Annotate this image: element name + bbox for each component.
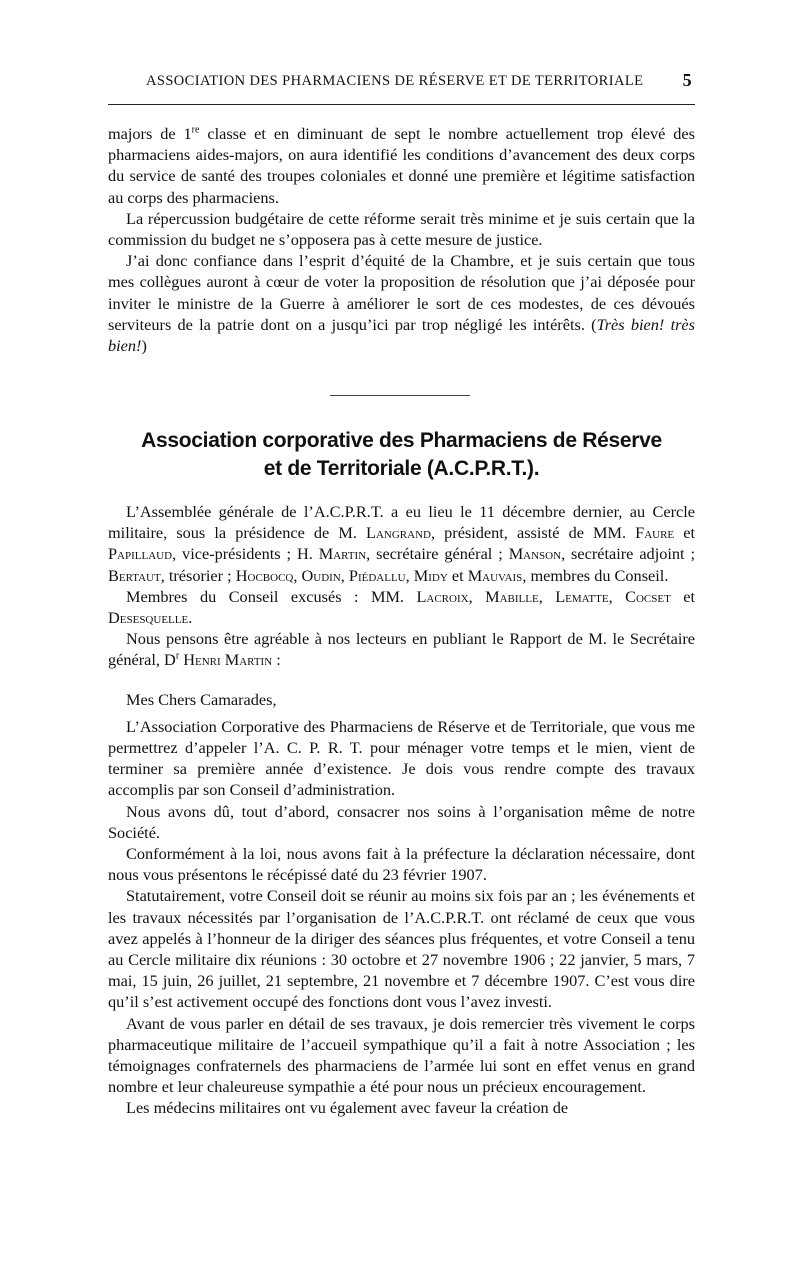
section-body [108,501,695,1119]
text-run: , secrétaire général ; [366,544,509,564]
person-name: Bertaut [108,565,161,585]
salutation: Mes Chers Camarades, [126,689,277,709]
text-run: , [538,586,556,606]
text-run: et [674,523,695,543]
text-run: , [608,586,626,606]
section-title [108,427,695,483]
paragraph [108,586,695,628]
person-name: Henri Martin [183,650,273,670]
continued-speech [108,123,695,356]
paragraph: La répercussion budgétaire de cette réforme serait très minime et je suis certain que la commission du budget ne s’opposera pas à cette mesure de justice. [108,208,695,250]
text-run: , vice-présidents ; H. [172,544,319,564]
paragraph: L’Association Corporative des Pharmaciens de Réserve et de Territoriale, que vous me permettrez d’appeler l’A. C. P. R. T. pour ménager votre temps et le mien, vient de terminer sa première année d’existence. Je dois vous rendre compte des travaux accomplis par son Conseil d’administration. [108,716,695,800]
text-run: . [188,608,193,628]
text-run: , [340,565,349,585]
section-title-line: et de Territoriale (A.C.P.R.T.). [263,457,540,480]
paragraph [108,123,695,208]
person-name: Faure [635,523,675,543]
paragraph [108,250,695,356]
section-title-line: Association corporative des Pharmaciens de Réserve [141,429,662,452]
text-run: ) [141,336,147,356]
person-name: Midy [413,565,448,585]
text-run: J’ai donc confiance dans l’esprit d’équité de la Chambre, et je suis certain que tous mes collègues auront à cœur de voter la proposition de résolution que j’ai déposée pour inviter le ministre de la Guerre à améliorer le sort de ces modestes, de ces dévoués serviteurs de la patrie dont on a jusqu’ici par trop négligé les intérêts. ( [108,251,695,334]
paragraph: Nous avons dû, tout d’abord, consacrer nos soins à l’organisation même de notre Société. [108,801,695,842]
person-name: Mauvais [467,565,523,585]
paragraph: Les médecins militaires ont vu également avec faveur la création de [126,1098,569,1118]
person-name: Langrand [366,523,431,543]
paragraph [108,628,695,670]
section-separator [330,395,470,396]
text-run: , [468,586,486,606]
paragraph: Conformément à la loi, nous avons fait à la préfecture la déclaration nécessaire, dont nous vous présentons le récépissé daté du 23 février 1907. [108,844,695,885]
paragraph [108,501,695,586]
text-run: , président, assisté de MM. [430,523,636,543]
text-run: , membres du Conseil. [522,565,669,585]
header-rule [108,104,695,105]
person-name: Martin [318,544,367,564]
text-run: , trésorier ; [160,565,236,585]
person-name: Cocset [625,586,671,606]
text-run: : [272,650,281,670]
person-name: Oudin [301,565,341,585]
text-run: Membres du Conseil excusés : MM. [126,586,417,606]
text-run: majors de 1 [108,124,192,143]
person-name: Hocbocq [235,565,294,585]
paragraph: Statutairement, votre Conseil doit se réunir au moins six fois par an ; les événements et les travaux nécessités par l’organisation de l’A.C.P.R.T. ont réclamé de ceux que vous avez appelés à l’honneur de la diriger des séances plus fréquentes, et votre Conseil a tenu au Cercle militaire dix réunions : 30 octobre et 27 novembre 1906 ; 22 janvier, 5 mars, 7 mai, 15 juin, 26 juillet, 21 septembre, 21 novembre et 7 décembre 1907. C’est vous dire qu’il s’est activement occupé des fonctions dont vous l’avez investi. [108,886,695,1012]
text-run: Nous pensons être agréable à nos lecteurs en publiant le Rapport de M. le Secrétaire général, D [108,629,695,670]
superscript: r [175,651,180,662]
text-run: , [405,565,414,585]
person-name: Manson [508,544,562,564]
page-number: 5 [682,70,692,90]
text-run: et [670,586,696,606]
paragraph: Avant de vous parler en détail de ses travaux, je dois remercier très vivement le corps pharmaceutique militaire de l’accueil sympathique qu’il a fait à notre Association ; les témoignages confraternels des pharmaciens de l’armée lui sont en effet venus en grand nombre et leur chaleureuse sympathie a été pour nous un précieux encouragement. [108,1013,695,1097]
text-run: , secrétaire adjoint ; [561,544,695,564]
running-title: ASSOCIATION DES PHARMACIENS DE RÉSERVE ET DE TERRITORIALE [146,73,644,89]
person-name: Lematte [555,586,609,606]
text-run: classe et en diminuant de sept le nombre actuellement trop élevé des pharmaciens aides-majors, on aura identifié les conditions d’avancement des deux corps du service de santé des troupes coloniales et donné une première et légitime satisfaction au corps des pharmaciens. [108,124,695,207]
text-run: , [293,565,302,585]
text-run: L’Assemblée générale de l’A.C.P.R.T. a eu lieu le 11 décembre dernier, au Cercle militaire, sous la présidence de M. [108,502,695,543]
applause-note: Très bien! très bien! [108,314,695,356]
person-name: Desesquelle [108,608,189,628]
text-run: et [447,565,468,585]
person-name: Mabille [485,586,539,606]
superscript: re [191,124,200,136]
person-name: Lacroix [416,586,469,606]
person-name: Papillaud [108,544,173,564]
running-header [108,68,695,96]
person-name: Piédallu [348,565,406,585]
